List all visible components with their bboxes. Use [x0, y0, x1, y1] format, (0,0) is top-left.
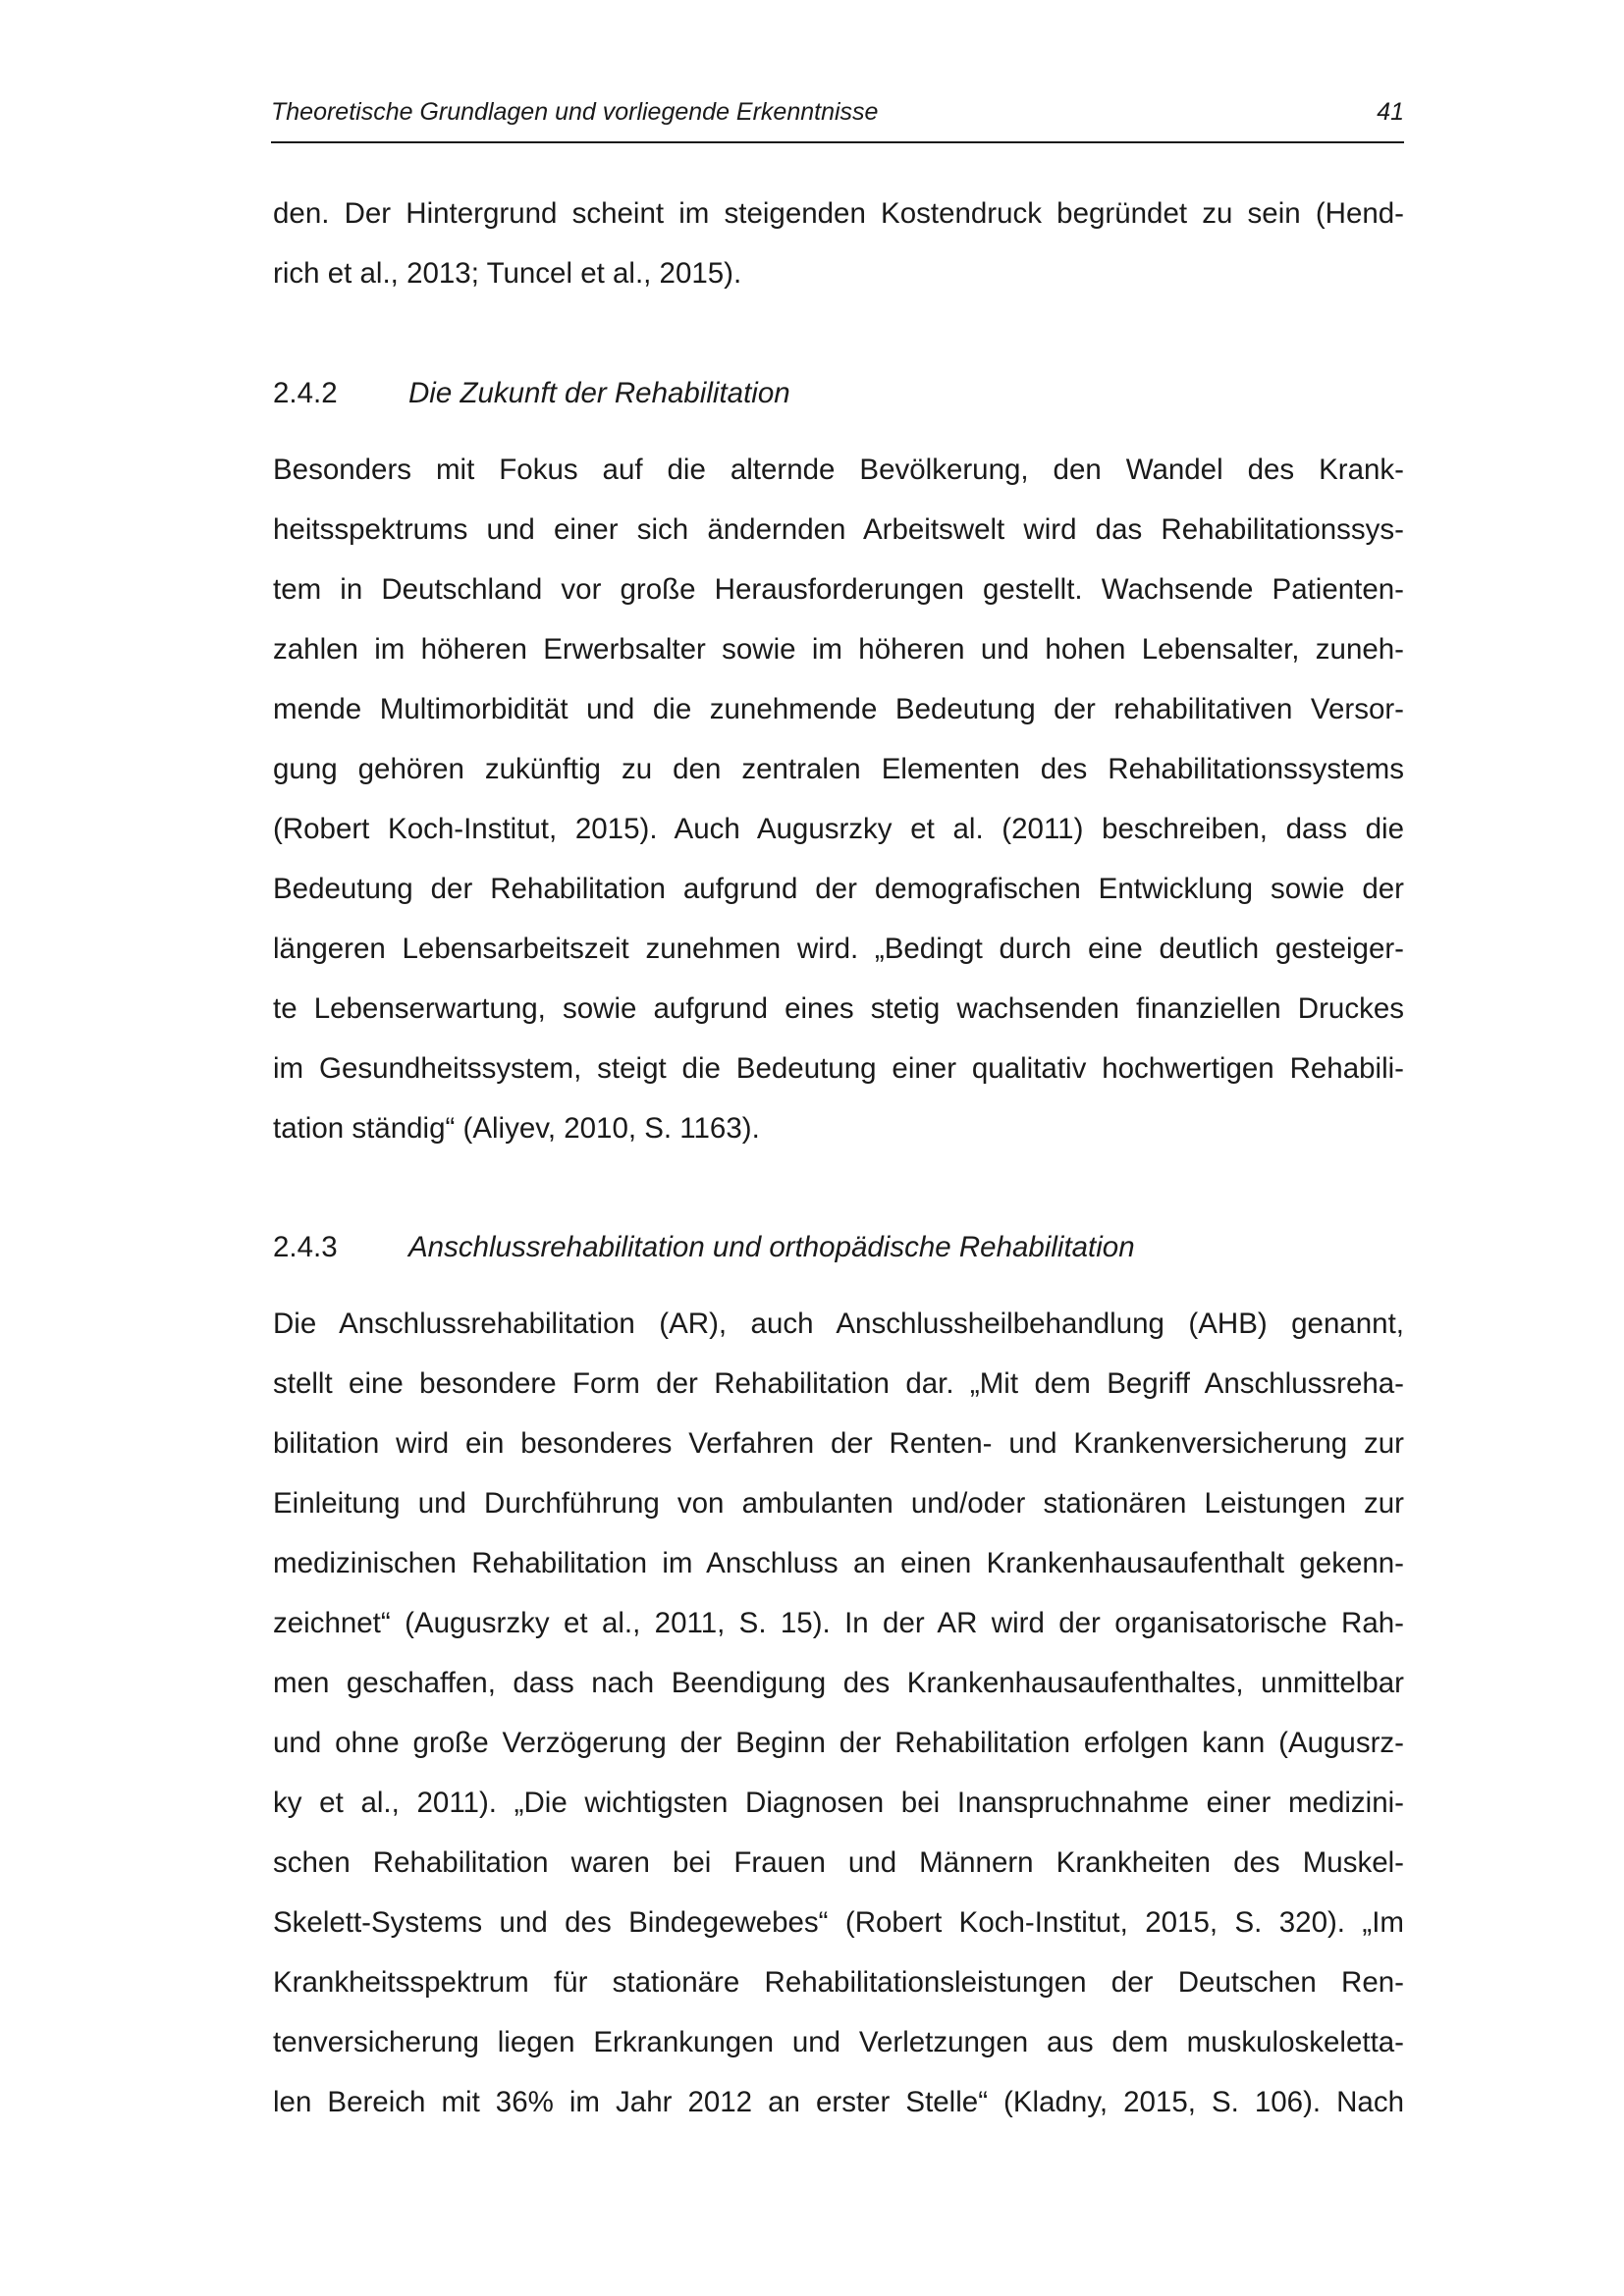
paragraph-line: stellt eine besondere Form der Rehabilitation dar. „Mit dem Begriff Anschlussreha-: [273, 1367, 1404, 1400]
paragraph-line: Skelett-Systems und des Bindegewebes“ (Robert Koch-Institut, 2015, S. 320). „Im: [273, 1906, 1404, 1939]
paragraph-line: heitsspektrums und einer sich ändernden Arbeitswelt wird das Rehabilitationssys-: [273, 513, 1404, 546]
section-heading-2-4-2: [273, 377, 790, 410]
running-header: [271, 94, 1404, 143]
paragraph-line: mende Multimorbidität und die zunehmende Bedeutung der rehabilitativen Versor-: [273, 693, 1404, 725]
section-number: 2.4.3: [273, 1231, 338, 1263]
running-header-title: Theoretische Grundlagen und vorliegende Erkenntnisse: [271, 98, 879, 126]
section-number: 2.4.2: [273, 377, 338, 409]
paragraph-line: tenversicherung liegen Erkrankungen und Verletzungen aus dem muskuloskeletta-: [273, 2026, 1404, 2058]
paragraph-line: bilitation wird ein besonderes Verfahren der Renten- und Krankenversicherung zur: [273, 1427, 1404, 1460]
section-title: Anschlussrehabilitation und orthopädische Rehabilitation: [408, 1231, 1135, 1263]
paragraph-line: im Gesundheitssystem, steigt die Bedeutung einer qualitativ hochwertigen Rehabili-: [273, 1052, 1404, 1085]
paragraph-line: rich et al., 2013; Tuncel et al., 2015).: [273, 257, 742, 290]
paragraph-line: tem in Deutschland vor große Herausforderungen gestellt. Wachsende Patienten-: [273, 573, 1404, 606]
section-title: Die Zukunft der Rehabilitation: [408, 377, 790, 409]
paragraph-line: gung gehören zukünftig zu den zentralen Elementen des Rehabilitationssystems: [273, 753, 1404, 785]
paragraph-line: ky et al., 2011). „Die wichtigsten Diagnosen bei Inanspruchnahme einer medizini-: [273, 1787, 1404, 1819]
section-heading-2-4-3: [273, 1231, 1135, 1264]
paragraph-line: zahlen im höheren Erwerbsalter sowie im höheren und hohen Lebensalter, zuneh-: [273, 633, 1404, 666]
paragraph-line: medizinischen Rehabilitation im Anschluss an einen Krankenhausaufenthalt gekenn-: [273, 1547, 1404, 1579]
paragraph-line: zeichnet“ (Augusrzky et al., 2011, S. 15). In der AR wird der organisatorische Rah-: [273, 1607, 1404, 1639]
paragraph-line: Die Anschlussrehabilitation (AR), auch Anschlussheilbehandlung (AHB) genannt,: [273, 1308, 1404, 1340]
paragraph-line: Besonders mit Fokus auf die alternde Bevölkerung, den Wandel des Krank-: [273, 454, 1404, 486]
paragraph-line: und ohne große Verzögerung der Beginn der Rehabilitation erfolgen kann (Augusrz-: [273, 1727, 1404, 1759]
paragraph-line: Einleitung und Durchführung von ambulanten und/oder stationären Leistungen zur: [273, 1487, 1404, 1520]
paragraph-line: men geschaffen, dass nach Beendigung des Krankenhausaufenthaltes, unmittelbar: [273, 1667, 1404, 1699]
paragraph-line: te Lebenserwartung, sowie aufgrund eines stetig wachsenden finanziellen Druckes: [273, 992, 1404, 1025]
paragraph-line: schen Rehabilitation waren bei Frauen und Männern Krankheiten des Muskel-: [273, 1846, 1404, 1879]
paragraph-line: Krankheitsspektrum für stationäre Rehabilitationsleistungen der Deutschen Ren-: [273, 1966, 1404, 1999]
page-number: 41: [1377, 98, 1404, 126]
paragraph-line: tation ständig“ (Aliyev, 2010, S. 1163).: [273, 1112, 760, 1145]
paragraph-line: Bedeutung der Rehabilitation aufgrund der demografischen Entwicklung sowie der: [273, 873, 1404, 905]
paragraph-line: (Robert Koch-Institut, 2015). Auch Augusrzky et al. (2011) beschreiben, dass die: [273, 813, 1404, 845]
paragraph-line: len Bereich mit 36% im Jahr 2012 an erster Stelle“ (Kladny, 2015, S. 106). Nach: [273, 2086, 1404, 2118]
paragraph-line: den. Der Hintergrund scheint im steigenden Kostendruck begründet zu sein (Hend-: [273, 197, 1404, 230]
paragraph-line: längeren Lebensarbeitszeit zunehmen wird. „Bedingt durch eine deutlich gesteiger-: [273, 933, 1404, 965]
